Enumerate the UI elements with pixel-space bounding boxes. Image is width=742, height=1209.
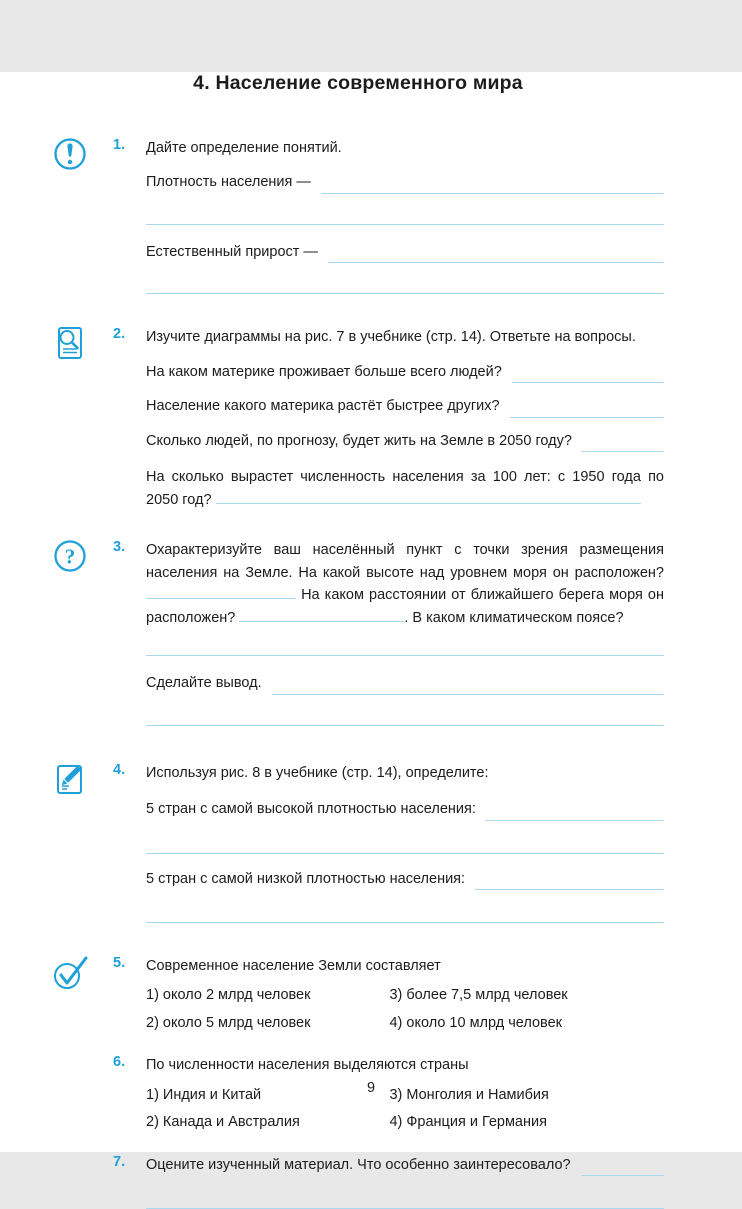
- option-4: 4) около 10 млрд человек: [389, 1014, 562, 1031]
- term-label: Плотность населения —: [146, 174, 311, 191]
- task-text-part: На каком расстоянии от ближайшего берега моря он расположен?: [146, 587, 665, 626]
- task-text: Дайте определение понятий.: [146, 140, 342, 156]
- option-4: 4) Франция и Германия: [389, 1114, 547, 1131]
- page-title: 4. Население современного мира: [193, 72, 523, 94]
- task-text-part: . В каком климатическом поясе?: [404, 609, 624, 626]
- question-row: [146, 361, 664, 383]
- definition-row: [146, 241, 664, 263]
- answer-line: [486, 804, 664, 821]
- conclusion-label: Сделайте вывод.: [146, 675, 262, 692]
- answer-line: [581, 1159, 664, 1176]
- answer-line: [512, 366, 664, 383]
- page-number: 9: [366, 1080, 376, 1096]
- option-2: 2) около 5 млрд человек: [146, 1014, 311, 1031]
- answer-line: [146, 293, 664, 294]
- question-label: На каком материке проживает больше всего людей?: [146, 363, 502, 380]
- task-5: [52, 953, 664, 1034]
- task-1: [52, 135, 664, 294]
- answer-line: [272, 678, 664, 695]
- question-row: [146, 868, 664, 890]
- check-circle-icon: [52, 953, 113, 992]
- task-text: По численности населения выделяются страны: [146, 1057, 469, 1074]
- option-1: 1) Индия и Китай: [146, 1086, 262, 1103]
- question-row: [146, 1154, 664, 1176]
- task-number: 5.: [113, 954, 126, 971]
- option-3: 3) более 7,5 млрд человек: [389, 987, 568, 1004]
- option-2: 2) Канада и Австралия: [146, 1114, 300, 1131]
- answer-line: [510, 401, 664, 418]
- answer-line: [146, 725, 664, 726]
- task-text: Используя рис. 8 в учебнике (стр. 14), определите:: [146, 764, 489, 781]
- answer-line: [146, 655, 664, 656]
- task-number: 3.: [113, 539, 126, 556]
- task-2: [52, 324, 664, 511]
- question-label: 5 стран с самой низкой плотностью населения:: [146, 870, 466, 887]
- task-3: [52, 537, 664, 725]
- answer-line: [582, 435, 664, 452]
- option-3: 3) Монголия и Намибия: [389, 1086, 549, 1103]
- task-number: 1.: [113, 137, 126, 153]
- task-7: [52, 1152, 664, 1209]
- svg-text:?: ?: [64, 544, 76, 569]
- task-4: [52, 760, 664, 923]
- task-text: [146, 537, 664, 629]
- workbook-page: [0, 72, 742, 1209]
- question-circle-icon: [52, 537, 113, 574]
- task-number: 6.: [113, 1054, 126, 1071]
- task-text: Современное население Земли составляет: [146, 957, 441, 974]
- icon-placeholder: [52, 1152, 113, 1153]
- answer-line: [239, 610, 404, 622]
- task-text-part: Охарактеризуйте ваш населённый пункт с точки зрения размещения населения на Земле. На какой высоте над уровнем моря он расположен?: [146, 542, 664, 581]
- task-number: 7.: [113, 1153, 126, 1170]
- answer-line: [328, 246, 664, 263]
- icon-placeholder: [52, 1052, 113, 1053]
- definition-row: [146, 171, 664, 193]
- task-number: 4.: [113, 761, 126, 778]
- question-label: Население какого материка растёт быстрее других?: [146, 398, 500, 415]
- answer-line: [475, 873, 664, 890]
- question-row: [146, 798, 664, 820]
- task-number: 2.: [113, 326, 126, 343]
- term-label: Естественный прирост —: [146, 243, 318, 260]
- question-label: Оцените изученный материал. Что особенно заинтересовало?: [146, 1156, 571, 1173]
- question-label: 5 стран с самой высокой плотностью населения:: [146, 801, 476, 818]
- question-row: [146, 395, 664, 417]
- option-1: 1) около 2 млрд человек: [146, 987, 311, 1004]
- task-text: Изучите диаграммы на рис. 7 в учебнике (стр. 14). Ответьте на вопросы.: [146, 329, 636, 346]
- question-row: [146, 466, 664, 511]
- answer-line: [146, 587, 296, 599]
- answer-line: [146, 224, 664, 225]
- answer-line: [146, 922, 664, 923]
- pencil-notepad-icon: [52, 760, 113, 797]
- question-label: Сколько людей, по прогнозу, будет жить на Земле в 2050 году?: [146, 432, 572, 449]
- question-row: [146, 430, 664, 452]
- answer-line: [146, 853, 664, 854]
- exclamation-circle-icon: [52, 135, 113, 172]
- answer-line: [216, 492, 641, 504]
- magnifier-document-icon: [52, 324, 113, 361]
- question-label: На сколько вырастет численность населения за 100 лет: с 1950 года по 2050 год?: [146, 469, 664, 508]
- options-grid: [146, 984, 664, 1034]
- conclusion-row: [146, 672, 664, 694]
- answer-line: [321, 177, 664, 194]
